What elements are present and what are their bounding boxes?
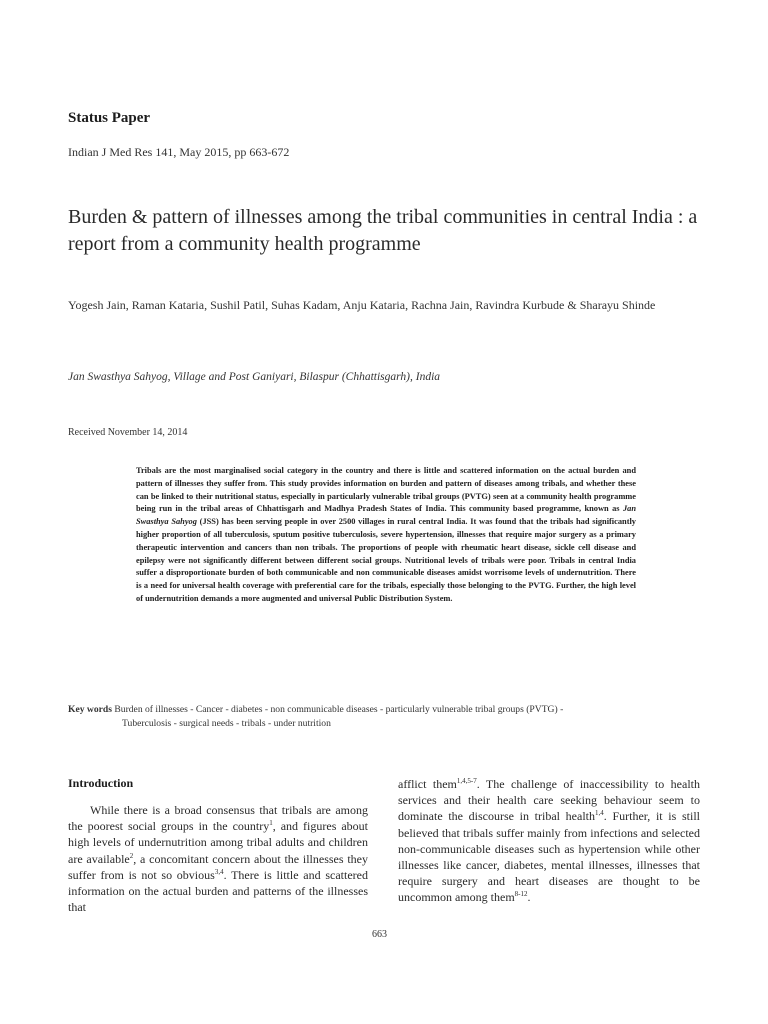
- keywords-line-1: Burden of illnesses - Cancer - diabetes - non communicable diseases - particularly vulnerable tribal groups (PVTG) -: [111, 704, 564, 715]
- reference-marker[interactable]: 1: [269, 819, 273, 828]
- reference-marker[interactable]: 3,4: [214, 867, 224, 876]
- body-text: afflict them: [398, 777, 457, 791]
- author-list: Yogesh Jain, Raman Kataria, Sushil Patil, Suhas Kadam, Anju Kataria, Rachna Jain, Ravindra Kurbude & Sharayu Shinde: [68, 298, 656, 312]
- reference-marker[interactable]: 2: [129, 851, 134, 860]
- reference-marker[interactable]: 1,4,5-7: [456, 777, 477, 785]
- body-text: , a concomitant concern about the illnesses they suffer from is not so obvious: [68, 851, 368, 882]
- keywords-line-2: Tuberculosis - surgical needs - tribals - under nutrition: [122, 718, 331, 729]
- body-text: . There is little and scattered information on the actual burden and patterns of the illnesses that: [68, 867, 368, 915]
- keywords-label: Key words: [68, 704, 112, 715]
- abstract-org-name: Jan Swasthya Sahyog: [136, 504, 636, 527]
- body-column-right: [398, 776, 700, 906]
- affiliation: Jan Swasthya Sahyog, Village and Post Ganiyari, Bilaspur (Chhattisgarh), India: [68, 371, 441, 383]
- abstract: [136, 465, 636, 606]
- journal-citation: Indian J Med Res 141, May 2015, pp 663-672: [68, 145, 290, 159]
- body-text: . Further, it is still believed that tribals suffer mainly from infections and selected non-communicable diseases such as hypertension while other illnesses like cancer, diabetes, mental illnesses, illnesses that require surgery and heart diseases are thought to be uncommon among them: [398, 809, 700, 905]
- body-text: While there is a broad consensus that tribals are among the poorest social groups in the country: [68, 803, 368, 834]
- reference-marker[interactable]: 8-12: [514, 890, 528, 899]
- keywords: [68, 703, 668, 731]
- section-heading-introduction: Introduction: [68, 776, 134, 790]
- abstract-text-1: Tribals are the most marginalised social category in the country and there is little and scattered information on the actual burden and pattern of illnesses they suffer from. This study provides information on burden and pattern of diseases among tribals, and whether these can be linked to their nutritional status, especially in particularly vulnerable tribal groups (PVTG) seen at a community health programme being run in the tribal areas of Chhattisgarh and Madhya Pradesh States of India. This community based programme, known as: [136, 466, 636, 514]
- reference-marker[interactable]: 1,4: [595, 809, 604, 818]
- page-number: 663: [372, 929, 387, 940]
- body-text: , and figures about high levels of undernutrition among tribal adults and children are available: [68, 819, 369, 866]
- paper-type-label: Status Paper: [68, 110, 151, 126]
- received-date: Received November 14, 2014: [68, 427, 188, 438]
- paper-title: Burden & pattern of illnesses among the tribal communities in central India : a report from a community health programme: [68, 206, 698, 255]
- body-column-left: [68, 802, 368, 915]
- body-text: . The challenge of inaccessibility to health services and their health care seeking behaviour seem to dominate the discourse in tribal health: [398, 777, 700, 824]
- body-text: .: [527, 890, 531, 905]
- abstract-text-2: (JSS) has been serving people in over 2500 villages in rural central India. It was found that the tribals had significantly higher proportion of all tuberculosis, sputum positive tuberculosis, severe hypertension, illnesses that require major surgery as a primary therapeutic intervention and cancers than non tribals. The proportions of people with rheumatic heart disease, sickle cell disease and epilepsy were not significantly different between different social groups. Nutritional levels of tribals were poor. Tribals in central India suffer a disproportionate burden of both communicable and non communicable diseases amidst worrisome levels of undernutrition. There is a need for universal health coverage with preferential care for the tribals, especially those belonging to the PVTG. Further, the high level of undernutrition demands a more augmented and universal Public Distribution System.: [136, 517, 636, 603]
